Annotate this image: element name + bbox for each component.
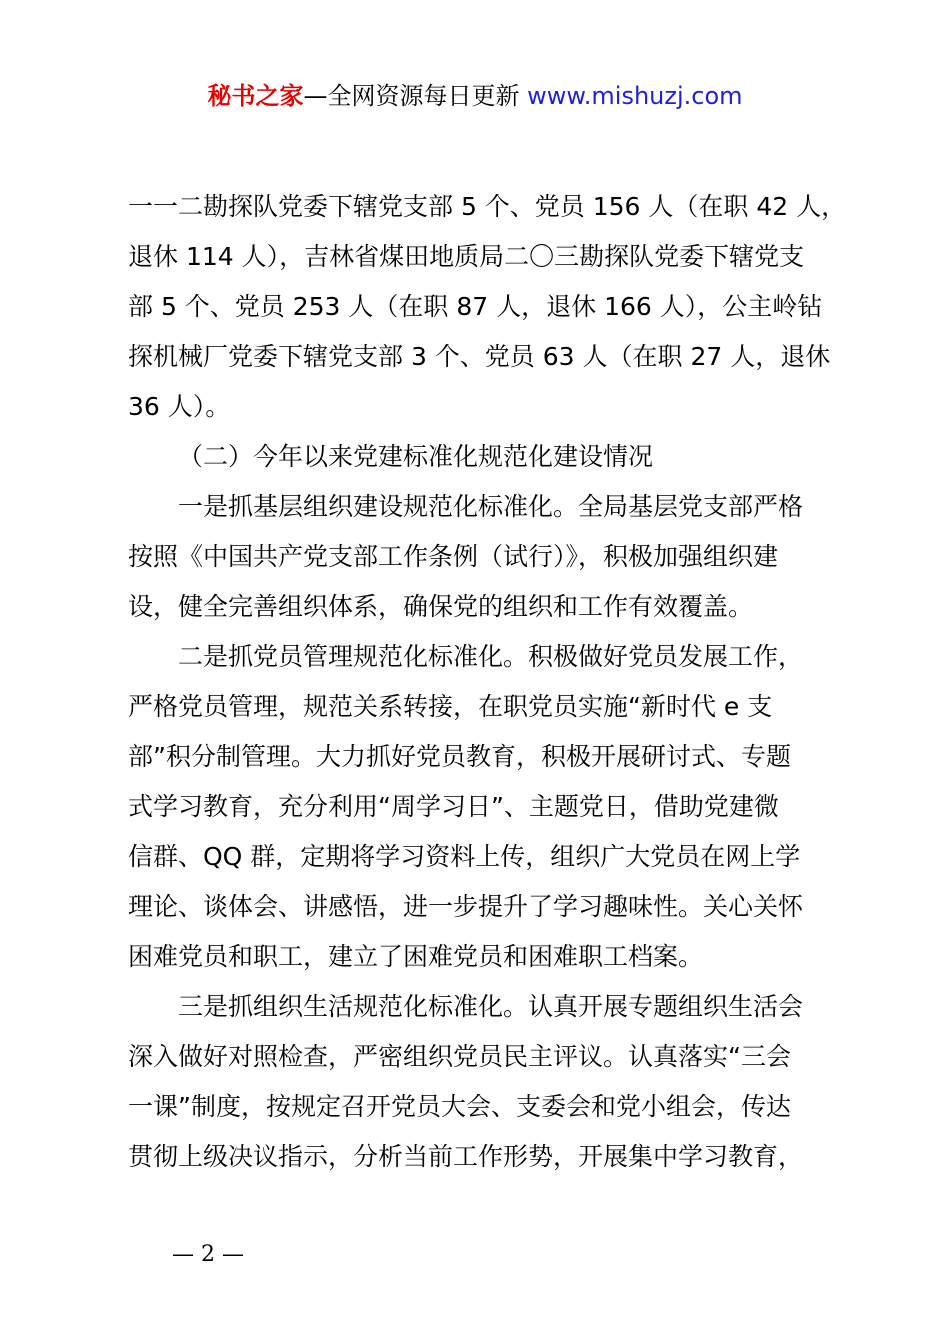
body-line: 一课”制度，按规定召开党员大会、支委会和党小组会，传达	[128, 1092, 791, 1121]
body-line: 深入做好对照检查，严密组织党员民主评议。认真落实“三会	[128, 1042, 791, 1071]
site-header	[0, 78, 950, 114]
body-line: 二是抓党员管理规范化标准化。积极做好党员发展工作，	[178, 642, 804, 671]
body-line: 信群、QQ 群，定期将学习资料上传，组织广大党员在网上学	[128, 842, 801, 871]
body-line: 理论、谈体会、讲感悟，进一步提升了学习趣味性。关心关怀	[128, 892, 804, 921]
body-line: 困难党员和职工，建立了困难党员和困难职工档案。	[128, 942, 704, 971]
body-line: 一一二勘探队党委下辖党支部 5 个、党员 156 人（在职 42 人，	[128, 192, 847, 221]
body-line: 36 人）。	[128, 392, 231, 421]
body-line: 式学习教育，充分利用“周学习日”、主题党日，借助党建微	[128, 792, 779, 821]
site-slogan: —全网资源每日更新	[303, 82, 528, 110]
body-line: 设，健全完善组织体系，确保党的组织和工作有效覆盖。	[128, 592, 754, 621]
body-line: 部 5 个、党员 253 人（在职 87 人，退休 166 人），公主岭钻	[128, 292, 823, 321]
body-line: 贯彻上级决议指示，分析当前工作形势，开展集中学习教育，	[128, 1142, 804, 1171]
page-number: — 2 —	[172, 1242, 244, 1267]
site-url-link[interactable]: www.mishuzj.com	[527, 82, 743, 110]
document-body	[128, 182, 848, 1182]
body-line: 一是抓基层组织建设规范化标准化。全局基层党支部严格	[178, 492, 804, 521]
section-heading: （二）今年以来党建标准化规范化建设情况	[178, 442, 654, 471]
body-line: 探机械厂党委下辖党支部 3 个、党员 63 人（在职 27 人，退休	[128, 342, 831, 371]
body-line: 部”积分制管理。大力抓好党员教育，积极开展研讨式、专题	[128, 742, 791, 771]
body-line: 三是抓组织生活规范化标准化。认真开展专题组织生活会	[178, 992, 804, 1021]
body-line: 按照《中国共产党支部工作条例（试行）》，积极加强组织建	[128, 542, 779, 571]
body-line: 严格党员管理，规范关系转接，在职党员实施“新时代 e 支	[128, 692, 773, 721]
site-brand: 秘书之家	[207, 82, 304, 110]
body-line: 退休 114 人），吉林省煤田地质局二〇三勘探队党委下辖党支	[128, 242, 805, 271]
